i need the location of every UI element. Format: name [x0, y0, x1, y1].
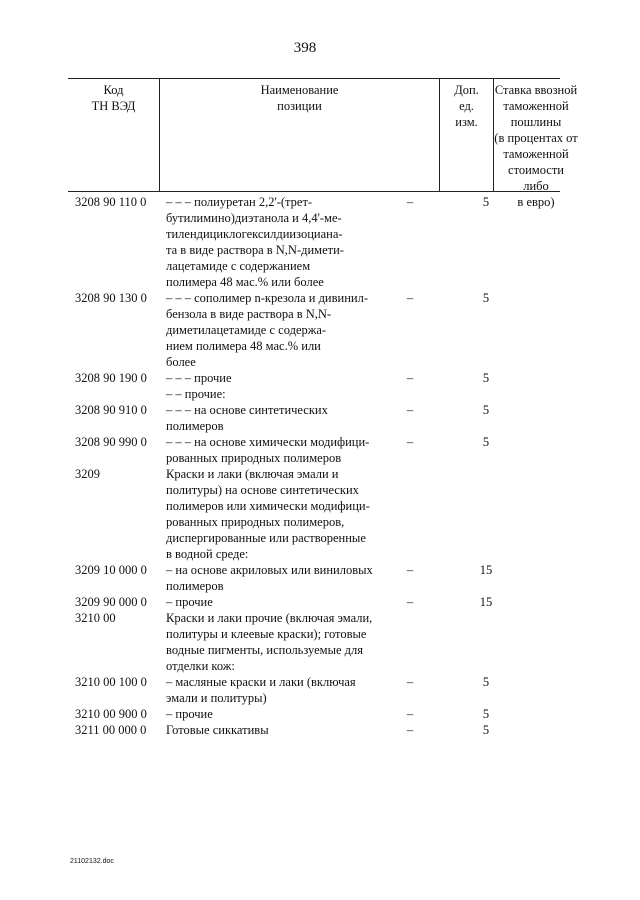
item-name	[166, 562, 400, 594]
table-row	[75, 594, 555, 610]
header-rate-line: Ставка ввозной	[494, 83, 578, 97]
page-number: 398	[293, 40, 317, 56]
duty-rate: 15	[479, 595, 493, 609]
table-row	[75, 370, 555, 386]
unit-cell: –	[406, 195, 414, 209]
item-name-line: полимеров	[166, 579, 224, 593]
duty-rate: 5	[482, 435, 490, 449]
table-row	[75, 434, 555, 466]
item-name-line: полимера 48 мас.% или более	[166, 275, 324, 289]
duty-rate: 5	[482, 195, 490, 209]
item-name-line: – – – полиуретан 2,2'-(трет-	[166, 195, 313, 209]
unit-cell: –	[406, 563, 414, 577]
table-row	[75, 386, 555, 402]
item-name-line: бутилимино)диэтанола и 4,4'-ме-	[166, 211, 342, 225]
item-name-line: – – прочие:	[166, 387, 226, 401]
item-name	[166, 722, 400, 738]
table-row	[75, 562, 555, 594]
item-name-line: лацетамиде с содержанием	[166, 259, 311, 273]
item-name-line: диметилацетамиде с содержа-	[166, 323, 327, 337]
header-name	[160, 79, 440, 191]
header-unit	[440, 79, 494, 191]
item-name-line: – – – на основе синтетических	[166, 403, 328, 417]
item-name-line: – – – на основе химически модифици-	[166, 435, 370, 449]
table-row	[75, 290, 555, 370]
item-name	[166, 610, 400, 674]
item-name-line: бензола в виде раствора в N,N-	[166, 307, 332, 321]
item-name-line: та в виде раствора в N,N-димети-	[166, 243, 344, 257]
item-name-line: полимеров или химически модифици-	[166, 499, 370, 513]
item-name	[166, 466, 400, 562]
item-name-line: эмали и политуры)	[166, 691, 267, 705]
item-name-line: в водной среде:	[166, 547, 249, 561]
duty-rate: 5	[482, 371, 490, 385]
item-name	[166, 706, 400, 722]
unit-cell: –	[406, 675, 414, 689]
item-name-line: рованных природных полимеров	[166, 451, 342, 465]
header-rate-line: таможенной	[503, 147, 569, 161]
table-row	[75, 194, 555, 290]
item-name	[166, 402, 400, 434]
tariff-table-body	[75, 194, 555, 738]
tn-ved-code: 3210 00 900 0	[75, 707, 147, 721]
item-name	[166, 194, 400, 290]
tn-ved-code: 3210 00	[75, 611, 116, 625]
header-code-line: ТН ВЭД	[91, 99, 136, 113]
table-row	[75, 466, 555, 562]
unit-cell: –	[406, 723, 414, 737]
header-code-line: Код	[103, 83, 124, 97]
header-rate-line: в евро)	[517, 195, 555, 209]
item-name-line: отделки кож:	[166, 659, 235, 673]
item-name-line: диспергированные или растворенные	[166, 531, 366, 545]
duty-rate: 5	[482, 707, 490, 721]
tn-ved-code: 3208 90 910 0	[75, 403, 147, 417]
item-name-line: полимеров	[166, 419, 224, 433]
item-name	[166, 434, 400, 466]
tn-ved-code: 3208 90 130 0	[75, 291, 147, 305]
tn-ved-code: 3210 00 100 0	[75, 675, 147, 689]
header-name-line: позиции	[277, 99, 322, 113]
unit-cell: –	[406, 291, 414, 305]
table-row	[75, 402, 555, 434]
tn-ved-code: 3211 00 000 0	[75, 723, 147, 737]
item-name-line: водные пигменты, используемые для	[166, 643, 364, 657]
item-name-line: нием полимера 48 мас.% или	[166, 339, 321, 353]
item-name-line: – на основе акриловых или виниловых	[166, 563, 373, 577]
tn-ved-code: 3208 90 110 0	[75, 195, 147, 209]
tn-ved-code: 3209 10 000 0	[75, 563, 147, 577]
table-row	[75, 674, 555, 706]
item-name-line: – – – прочие	[166, 371, 232, 385]
item-name-line: – прочие	[166, 707, 213, 721]
header-rate-line: таможенной	[503, 99, 569, 113]
item-name	[166, 290, 400, 370]
header-unit-line: Доп.	[454, 83, 479, 97]
item-name-line: Краски и лаки прочие (включая эмали,	[166, 611, 373, 625]
header-name-line: Наименование	[260, 83, 339, 97]
table-row	[75, 722, 555, 738]
item-name	[166, 594, 400, 610]
item-name-line: – прочие	[166, 595, 213, 609]
item-name-line: более	[166, 355, 196, 369]
unit-cell: –	[406, 435, 414, 449]
item-name-line: политуры) на основе синтетических	[166, 483, 359, 497]
header-code	[68, 79, 160, 191]
duty-rate: 5	[482, 291, 490, 305]
tn-ved-code: 3209	[75, 467, 100, 481]
table-row	[75, 610, 555, 674]
duty-rate: 5	[482, 675, 490, 689]
item-name-line: рованных природных полимеров,	[166, 515, 345, 529]
unit-cell: –	[406, 707, 414, 721]
item-name-line: тилендициклогексилдиизоциана-	[166, 227, 343, 241]
item-name-line: Готовые сиккативы	[166, 723, 269, 737]
item-name-line: Краски и лаки (включая эмали и	[166, 467, 339, 481]
item-name-line: – масляные краски и лаки (включая	[166, 675, 356, 689]
tn-ved-code: 3208 90 190 0	[75, 371, 147, 385]
header-rate-line: пошлины	[510, 115, 562, 129]
unit-cell: –	[406, 595, 414, 609]
unit-cell: –	[406, 371, 414, 385]
tn-ved-code: 3208 90 990 0	[75, 435, 147, 449]
header-rate	[494, 79, 578, 209]
footer-filename: 21102132.doc	[70, 858, 114, 865]
item-name-line: политуры и клеевые краски); готовые	[166, 627, 367, 641]
table-row	[75, 706, 555, 722]
duty-rate: 5	[482, 723, 490, 737]
item-name	[166, 370, 400, 386]
duty-rate: 15	[479, 563, 493, 577]
unit-cell: –	[406, 403, 414, 417]
item-name	[166, 674, 400, 706]
item-name	[166, 386, 400, 402]
tn-ved-code: 3209 90 000 0	[75, 595, 147, 609]
header-rate-line: (в процентах от	[494, 131, 578, 145]
header-rate-line: стоимости либо	[508, 163, 564, 193]
header-unit-line: изм.	[455, 115, 478, 129]
header-unit-line: ед.	[459, 99, 474, 113]
item-name-line: – – – сополимер n-крезола и дивинил-	[166, 291, 368, 305]
duty-rate: 5	[482, 403, 490, 417]
